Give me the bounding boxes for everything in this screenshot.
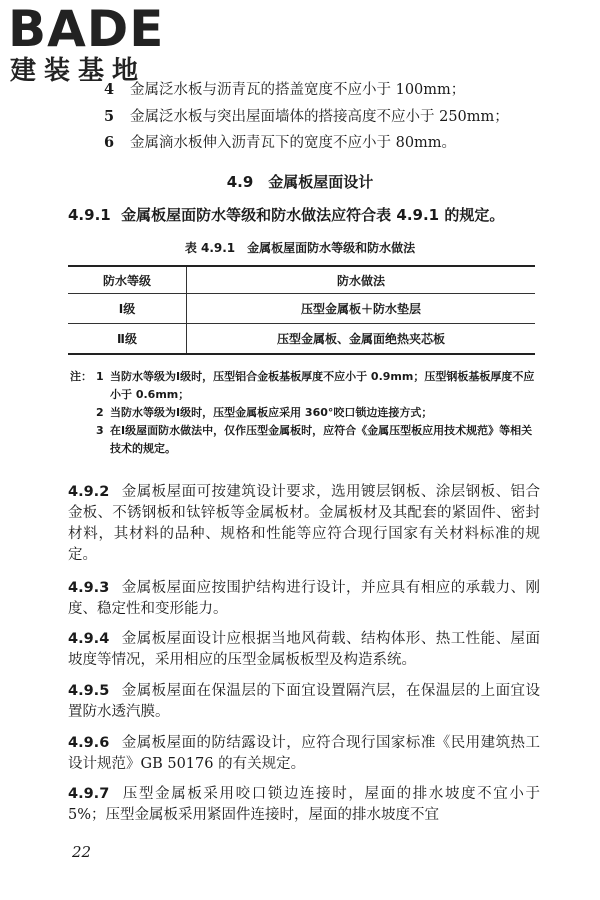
clause-4-9-3 bbox=[68, 578, 540, 620]
table-cell-method: 压型金属板、金属面绝热夹芯板 bbox=[187, 324, 536, 355]
clause-4-9-7 bbox=[68, 784, 540, 826]
bade-logo bbox=[0, 0, 180, 92]
table-cell-grade: Ⅰ级 bbox=[68, 294, 187, 324]
note-number: 3 bbox=[96, 424, 104, 437]
note-text: 在Ⅰ级屋面防水做法中，仅作压型金属板时，应符合《金属压型板应用技术规范》等相关技术的规定。 bbox=[110, 424, 533, 455]
note-item bbox=[70, 368, 540, 404]
clause-4-9-4 bbox=[68, 629, 540, 671]
logo-text-en: BADE bbox=[8, 0, 165, 58]
clause-4-9-1 bbox=[68, 205, 504, 225]
note-text: 当防水等级为Ⅰ级时，压型铝合金板基板厚度不应小于 0.9mm；压型钢板基板厚度不应小于 0.6mm； bbox=[110, 370, 535, 401]
list-item-number: 6 bbox=[104, 134, 115, 151]
logo-text-cn: 建装基地 bbox=[10, 56, 147, 86]
waterproof-spec-table bbox=[68, 265, 535, 355]
page-number: 22 bbox=[72, 843, 92, 861]
clause-number: 4.9.3 bbox=[68, 580, 110, 596]
note-text: 当防水等级为Ⅰ级时，压型金属板应采用 360°咬口锁边连接方式； bbox=[110, 406, 433, 419]
list-item-number: 5 bbox=[104, 108, 115, 125]
note-item bbox=[70, 422, 540, 458]
clause-number: 4.9.2 bbox=[68, 484, 110, 500]
clause-number: 4.9.4 bbox=[68, 631, 110, 647]
clause-4-9-5 bbox=[68, 681, 540, 723]
clause-text: 金属板屋面可按建筑设计要求，选用镀层钢板、涂层钢板、铝合金板、不锈钢板和钛锌板等金属板材。金属板材及其配套的紧固件、密封材料，其材料的品种、规格和性能等应符合现行国家有关材料标准的规定。 bbox=[68, 484, 540, 563]
note-number: 2 bbox=[96, 406, 104, 419]
list-item-text: 金属滴水板伸入沥青瓦下的宽度不应小于 80mm。 bbox=[130, 135, 457, 151]
clause-text: 金属板屋面在保温层的下面宜设置隔汽层，在保温层的上面宜设置防水透汽膜。 bbox=[68, 683, 540, 720]
table-row bbox=[68, 294, 535, 324]
note-number: 1 bbox=[96, 370, 104, 383]
table-caption: 表 4.9.1 金属板屋面防水等级和防水做法 bbox=[184, 241, 416, 255]
notes-label: 注： bbox=[70, 370, 92, 383]
clause-4-9-6 bbox=[68, 733, 540, 775]
section-title: 4.9 金属板屋面设计 bbox=[226, 173, 374, 191]
clause-number: 4.9.5 bbox=[68, 683, 110, 699]
table-cell-method: 压型金属板＋防水垫层 bbox=[187, 294, 536, 324]
table-notes bbox=[70, 368, 540, 458]
table-header-grade: 防水等级 bbox=[68, 266, 187, 294]
list-item-number: 4 bbox=[104, 81, 115, 98]
note-item bbox=[70, 404, 540, 422]
clause-text: 金属板屋面应按围护结构进行设计，并应具有相应的承载力、刚度、稳定性和变形能力。 bbox=[68, 580, 540, 617]
clause-text: 金属板屋面的防结露设计，应符合现行国家标准《民用建筑热工设计规范》GB 50176 的有关规定。 bbox=[68, 735, 540, 772]
clause-text: 压型金属板采用咬口锁边连接时，屋面的排水坡度不宜小于 5%；压型金属板采用紧固件连接时，屋面的排水坡度不宜 bbox=[68, 786, 540, 823]
clause-text: 金属板屋面防水等级和防水做法应符合表 4.9.1 的规定。 bbox=[121, 206, 505, 224]
table-row bbox=[68, 324, 535, 355]
list-item-text: 金属泛水板与突出屋面墙体的搭接高度不应小于 250mm； bbox=[130, 109, 509, 125]
list-item-text: 金属泛水板与沥青瓦的搭盖宽度不应小于 100mm； bbox=[130, 82, 466, 98]
clause-number: 4.9.6 bbox=[68, 735, 110, 751]
clause-text: 金属板屋面设计应根据当地风荷载、结构体形、热工性能、屋面坡度等情况，采用相应的压型金属板板型及构造系统。 bbox=[68, 631, 540, 668]
clause-number: 4.9.1 bbox=[68, 206, 111, 224]
clause-number: 4.9.7 bbox=[68, 786, 110, 802]
table-cell-grade: Ⅱ级 bbox=[68, 324, 187, 355]
table-header-row bbox=[68, 266, 535, 294]
clause-4-9-2 bbox=[68, 482, 540, 566]
table-header-method: 防水做法 bbox=[187, 266, 536, 294]
